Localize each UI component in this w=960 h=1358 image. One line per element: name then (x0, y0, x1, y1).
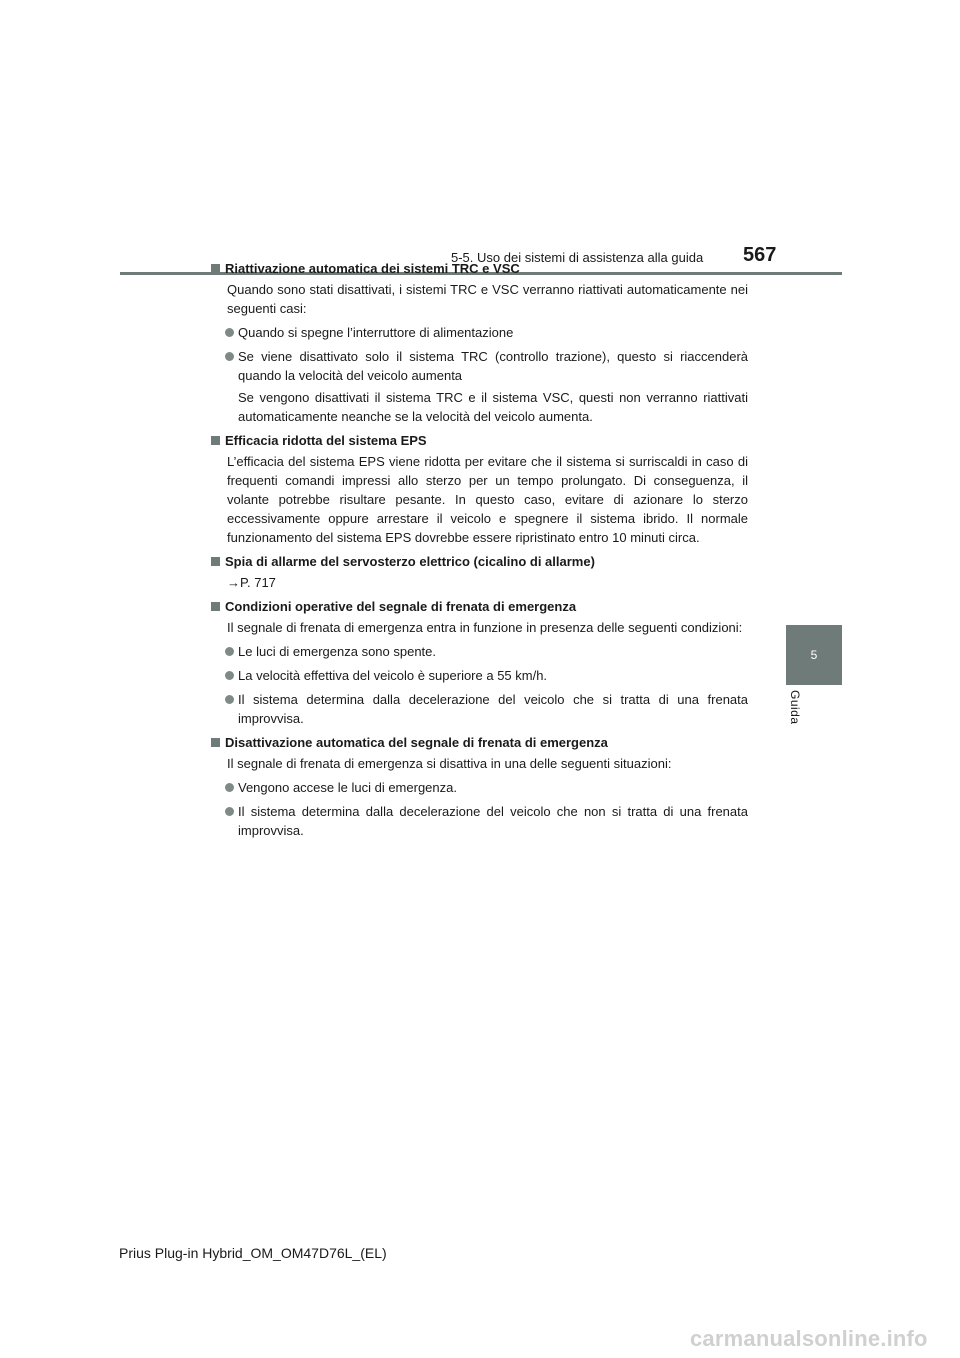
page-number: 567 (743, 244, 777, 266)
section-title: Condizioni operative del segnale di frenata di emergenza (225, 599, 577, 614)
section-title: Riattivazione automatica dei sistemi TRC e VSC (225, 261, 520, 276)
section-intro: Il segnale di frenata di emergenza entra in funzione in presenza delle seguenti condizioni: (227, 620, 743, 635)
round-bullet-icon (225, 647, 234, 656)
list-item-text: Le luci di emergenza sono spente. (238, 644, 437, 659)
section-body: L’efficacia del sistema EPS viene ridotta per evitare che il sistema si surriscaldi in caso di frequenti comandi impressi allo sterzo per un tempo prolungato. Di conseguenza, il volante potrebbe risultare pesante. In questo caso, evitare di azionare lo sterzo eccessivamente oppure arrestare il veicolo e spegnere il sistema ibrido. Il normale funzionamento del sistema EPS dovrebbe essere ripristinato entro 10 minuti circa. (227, 454, 748, 545)
round-bullet-icon (225, 671, 234, 680)
section-heading (211, 431, 748, 450)
section-title: Spia di allarme del servosterzo elettrico (cicalino di allarme) (225, 554, 595, 569)
list-item-text: Vengono accese le luci di emergenza. (238, 780, 457, 795)
list-item (225, 642, 748, 661)
square-bullet-icon (211, 738, 220, 747)
round-bullet-icon (225, 807, 234, 816)
square-bullet-icon (211, 602, 220, 611)
square-bullet-icon (211, 557, 220, 566)
section-heading (211, 552, 748, 571)
list-item-text: Quando si spegne l’interruttore di alimentazione (238, 325, 514, 340)
section-heading (211, 259, 748, 278)
list-item (225, 690, 748, 728)
round-bullet-icon (225, 695, 234, 704)
watermark: carmanualsonline.info (690, 1326, 928, 1351)
list-item-text: La velocità effettiva del veicolo è superiore a 55 km/h. (238, 668, 548, 683)
document-footer: Prius Plug-in Hybrid_OM_OM47D76L_(EL) (119, 1245, 387, 1261)
round-bullet-icon (225, 352, 234, 361)
chapter-tab-label: Guida (788, 690, 802, 725)
section-intro: Il segnale di frenata di emergenza si disattiva in una delle seguenti situazioni: (227, 756, 672, 771)
list-item-text: Il sistema determina dalla decelerazione del veicolo che non si tratta di una frenata improvvisa. (238, 804, 748, 838)
square-bullet-icon (211, 436, 220, 445)
list-item-text: Se viene disattivato solo il sistema TRC (controllo trazione), questo si riaccenderà quando la velocità del veicolo aumenta (238, 349, 748, 383)
list-item (225, 778, 748, 797)
section-intro: Quando sono stati disattivati, i sistemi TRC e VSC verranno riattivati automaticamente nei seguenti casi: (227, 282, 748, 316)
chapter-tab-number: 5 (810, 648, 818, 662)
list-item (225, 323, 748, 342)
list-item (225, 666, 748, 685)
section-title: Disattivazione automatica del segnale di frenata di emergenza (225, 735, 608, 750)
running-header-section: 5-5. Uso dei sistemi di assistenza alla guida (451, 250, 704, 265)
round-bullet-icon (225, 328, 234, 337)
section-heading (211, 733, 748, 752)
square-bullet-icon (211, 264, 220, 273)
list-item (225, 347, 748, 385)
round-bullet-icon (225, 783, 234, 792)
list-item-note: Se vengono disattivati il sistema TRC e il sistema VSC, questi non verranno riattivati automaticamente neanche se la velocità del veicolo aumenta. (238, 390, 748, 424)
list-item (225, 802, 748, 840)
chapter-tab (786, 625, 842, 685)
list-item-text: Il sistema determina dalla decelerazione del veicolo che si tratta di una frenata improvvisa. (238, 692, 748, 726)
section-heading (211, 597, 748, 616)
page-reference-link[interactable]: →P. 717 (227, 575, 276, 590)
page-content (211, 254, 748, 840)
section-title: Efficacia ridotta del sistema EPS (225, 433, 427, 448)
